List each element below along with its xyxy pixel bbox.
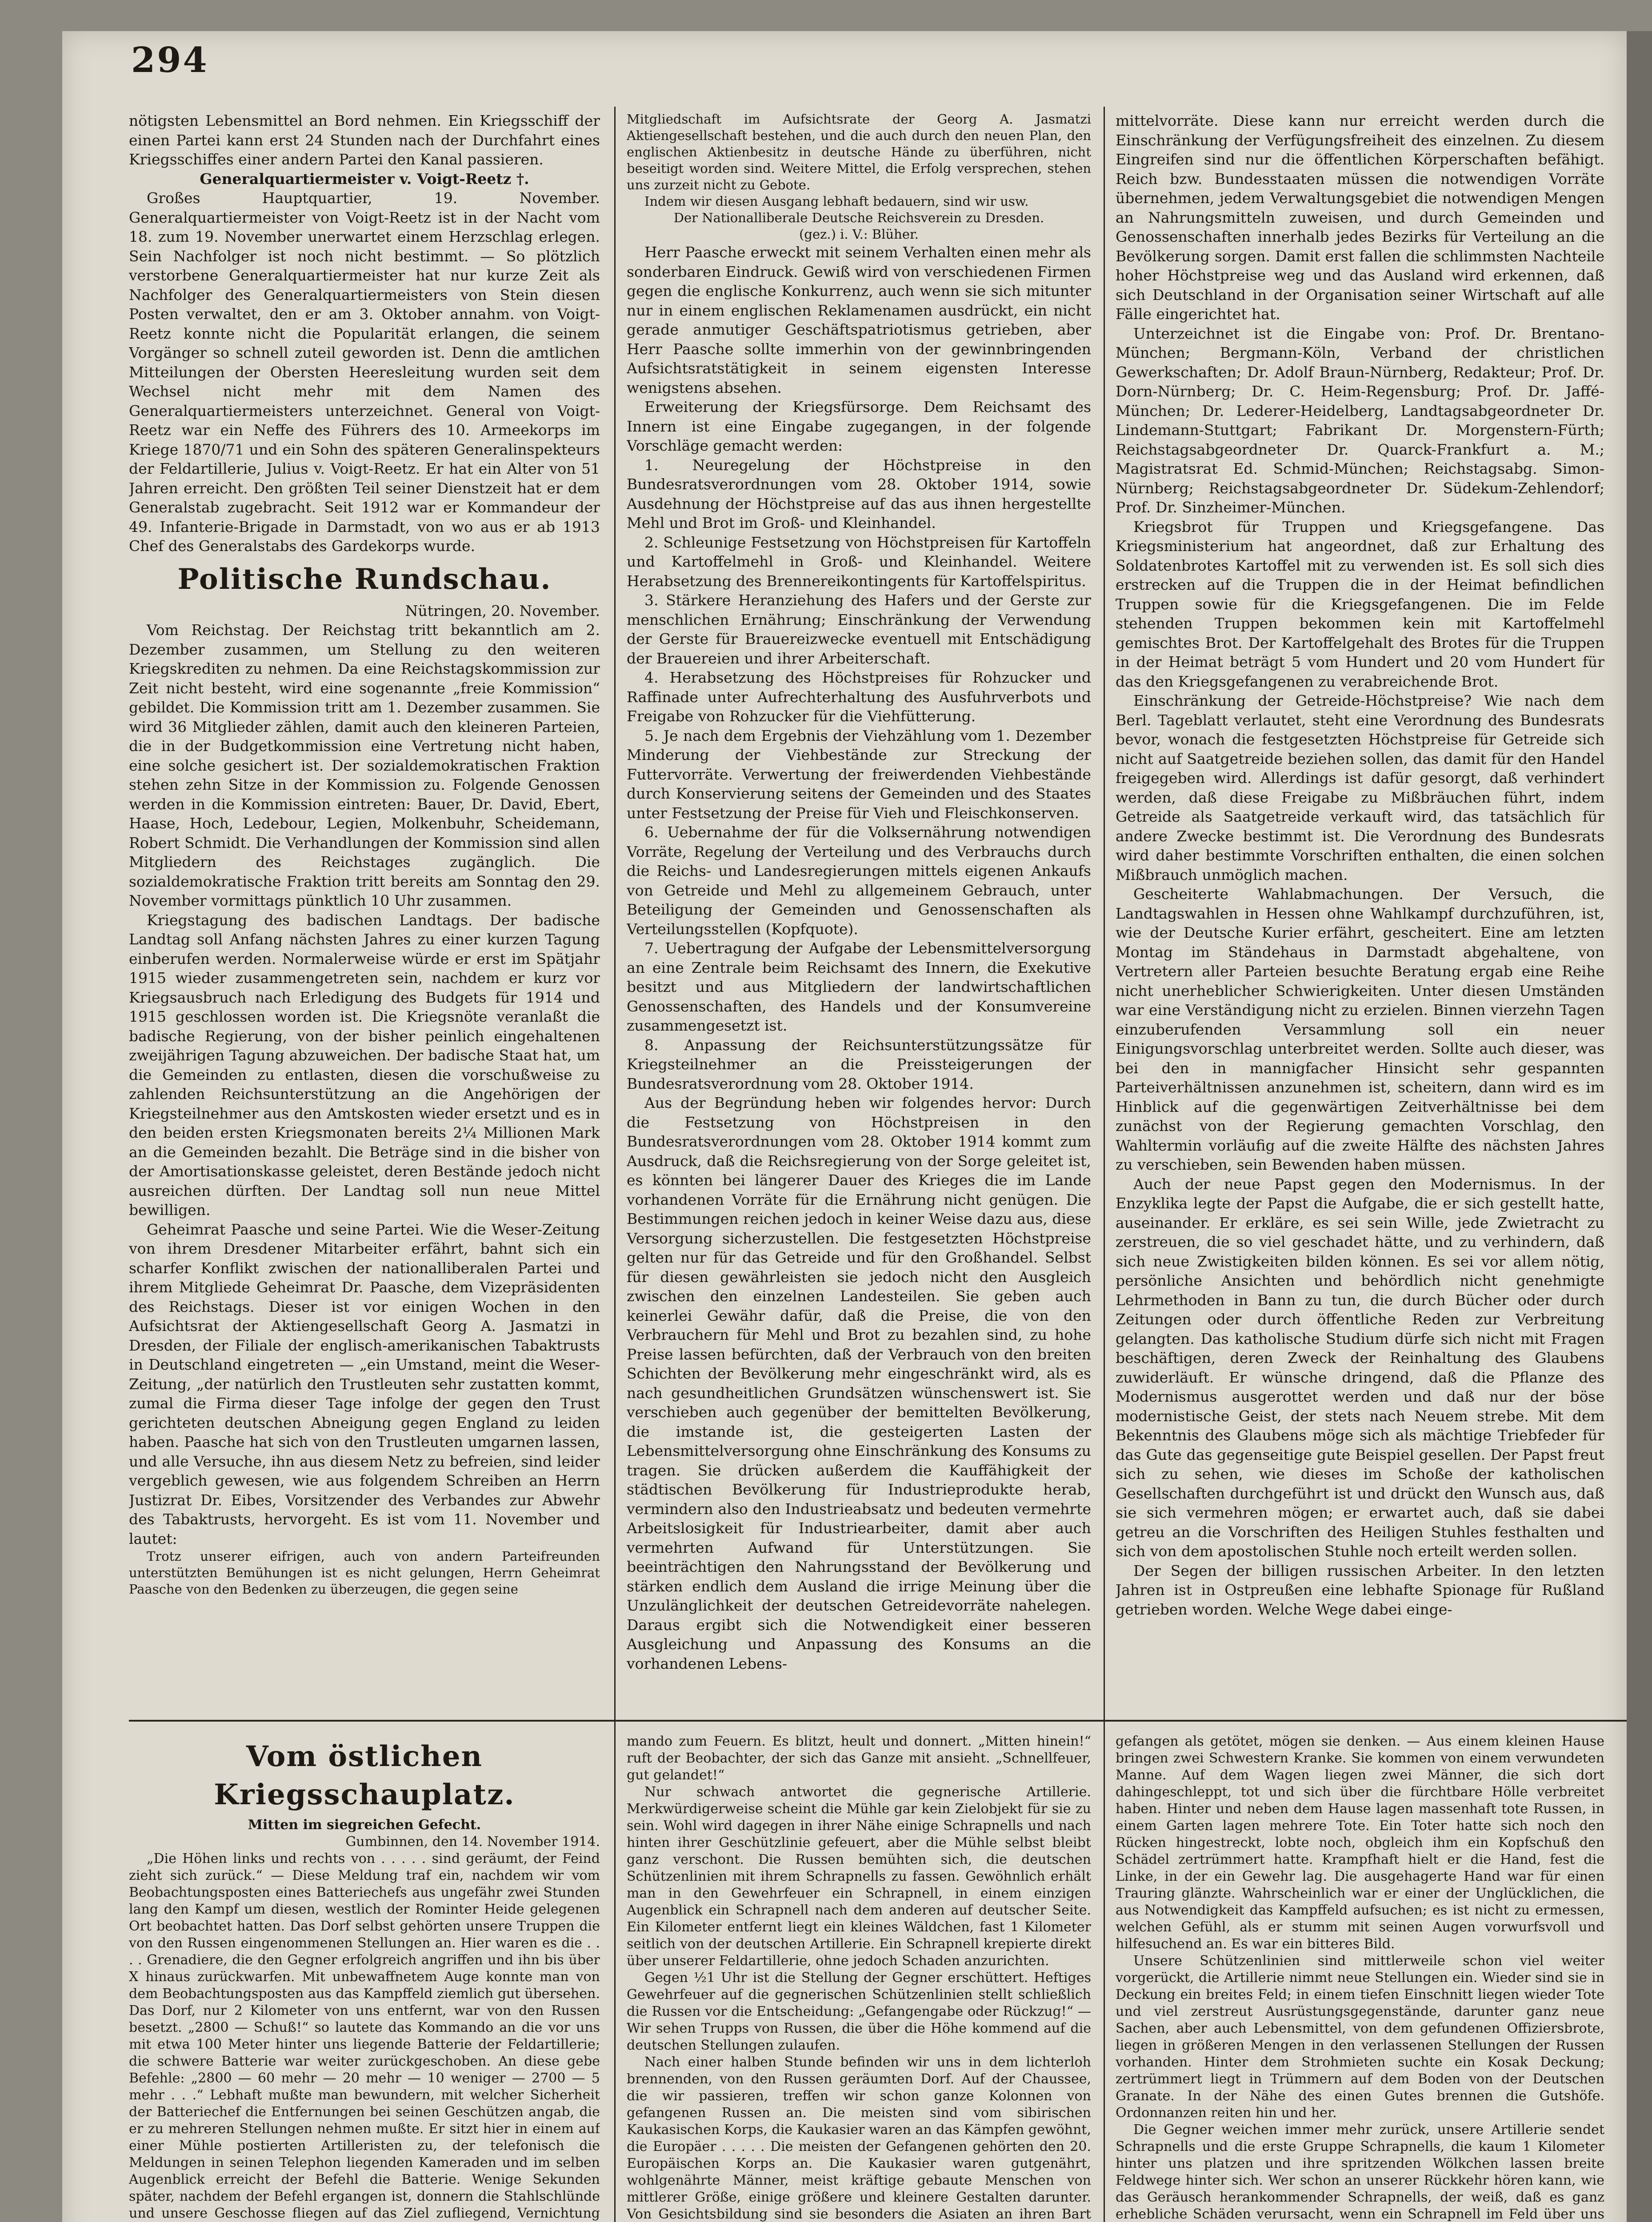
list-item: 8. Anpassung der Reichsunterstützungssätze für Kriegsteilnehmer an die Preissteigerungen der Bundesratsverordnung vom 28. Oktober 1914. [627, 1036, 1091, 1092]
column-rule [1104, 107, 1105, 1729]
paragraph: Herr Paasche erweckt mit seinem Verhalten einen mehr als sonderbaren Eindruck. Gewiß wird von verschiedenen Firmen gegen die englische Konkurrenz, auch wenn sie sich mitunter nur in einem englischen Reklamenamen ausdrückt, ein nicht gerade anmutiger Geschäftspatriotismus getrieben, aber Herr Paasche sollte immerhin von der gewinnbringenden Aufsichtsratstätigkeit in seinem eigensten Interesse wenigstens absehen. [627, 244, 1091, 396]
list-item: 1. Neuregelung der Höchstpreise in den Bundesratsverordnungen vom 28. Oktober 1914, sowie Ausdehnung der Höchstpreise auf das aus ihnen hergestellte Mehl und Brot im Groß- und Kleinhandel. [627, 456, 1091, 532]
column-rule [614, 107, 616, 1729]
upper-column-1 [129, 111, 600, 1711]
subheading: Mitten im siegreichen Gefecht. [248, 1817, 481, 1833]
paragraph: Gescheiterte Wahlabmachungen. Der Versuch, die Landtagswahlen in Hessen ohne Wahlkampf durchzuführen, ist, wie der Deutsche Kurier erfährt, gescheitert. Eine am letzten Montag im Ständehaus in Darmstadt abgehaltene, von Vertretern aller Parteien besuchte Beratung ergab eine Reihe nicht unerheblicher Schwierigkeiten. Unter diesen Umständen war eine Verständigung nicht zu erzielen. Binnen vierzehn Tagen einzuberufenden Versammlung soll ein neuer Einigungsvorschlag unterbreitet werden. Sollte auch dieser, was bei den in mannigfacher Hinsicht sehr gespannten Parteiverhältnissen anzunehmen ist, scheitern, dann wird es im Hinblick auf die gegenwärtigen Zeitverhältnisse bei dem zunächst von der Regierung gemachten Vorschlag, den Wahltermin vorläufig auf die zweite Hälfte des nächsten Jahres zu verschieben, sein Bewenden haben müssen. [1116, 885, 1604, 1173]
paragraph: Kriegstagung des badischen Landtags. Der badische Landtag soll Anfang nächsten Jahres zu einer kurzen Tagung einberufen werden. Normalerweise würde er erst im Spätjahr 1915 wieder zusammengetreten sein, nachdem er kurz vor Kriegsausbruch nach Erledigung des Budgets für 1914 und 1915 geschlossen worden ist. Die Kriegsnöte veranlaßt die badische Regierung, von der bisher peinlich eingehaltenen zweijährigen Tagung abzuweichen. Der badische Staat hat, um die Gemeinden zu entlasten, diesen die vorschußweise zu zahlenden Reichsunterstützung an die Angehörigen der Kriegsteilnehmer aus den Amtskosten wieder ersetzt und es in den beiden ersten Kriegsmonaten bereits 2¼ Millionen Mark an die Gemeinden bezahlt. Die Beträge sind in die bisher von der Amortisationskasse geleistet, deren Bestände jedoch nicht ausreichen dürften. Der Landtag soll nun neue Mittel bewilligen. [129, 911, 600, 1219]
quoted-letter: Indem wir diesen Ausgang lebhaft bedauern, sind wir usw. [644, 194, 1029, 209]
paragraph: Geheimrat Paasche und seine Partei. Wie die Weser-Zeitung von ihrem Dresdener Mitarbeiter erfährt, bahnt sich ein scharfer Konflikt zwischen der nationalliberalen Partei und ihrem Mitgliede Geheimrat Dr. Paasche, dem Vizepräsidenten des Reichstags. Dieser ist vor einigen Wochen in den Aufsichtsrat der Aktiengesellschaft Georg A. Jasmatzi in Dresden, der Filiale der englisch-amerikanischen Tabaktrusts in Deutschland eingetreten — „ein Umstand, meint die Weser-Zeitung, „der natürlich den Trustleuten sehr zustatten kommt, zumal die Firma dieser Tage infolge der gegen den Trust gerichteten deutschen Abneigung gegen England zu leiden haben. Paasche hat sich von den Trustleuten umgarnen lassen, und alle Versuche, ihn aus diesem Netz zu befreien, sind leider vergeblich gewesen, wie aus folgendem Schreiben an Herrn Justizrat Dr. Eibes, Vorsitzender des Verbandes zur Abwehr des Tabaktrusts, hervorgeht. Es ist vom 11. November und lautet: [129, 1220, 600, 1547]
lower-column-2 [627, 1733, 1091, 2222]
section-title: Vom östlichen Kriegsschauplatz. [214, 1740, 515, 1811]
dateline: Gumbinnen, den 14. November 1914. [345, 1834, 600, 1850]
paragraph: nötigsten Lebensmittel an Bord nehmen. Ein Kriegsschiff der einen Partei kann erst 24 Stunden nach der Durchfahrt eines Kriegsschiffes einer andern Partei den Kanal passieren. [129, 112, 600, 168]
paragraph: mittelvorräte. Diese kann nur erreicht werden durch die Einschränkung der Verfügungsfreiheit des einzelnen. Zu diesem Eingreifen sind nur die öffentlichen Körperschaften befähigt. Reich bzw. Bundesstaaten müssen die notwendigen Vorräte übernehmen, jedem Verwaltungsgebiet die notwendigen Mengen an Nahrungsmitteln zuweisen, und durch Gemeinden und Genossenschaften innerhalb jedes Bezirks für Verteilung an die Bevölkerung sorgen. Damit erst fallen die schlimmsten Nachteile hoher Höchstpreise weg und das Ausland wird erkennen, daß sich Deutschland in der Organisation seiner Wirtschaft auf alle Fälle eingerichtet hat. [1116, 112, 1604, 323]
paragraph: Nach einer halben Stunde befinden wir uns in dem lichterloh brennenden, von den Russen geräumten Dorf. Auf der Chaussee, die wir passieren, treffen wir schon ganze Kolonnen von gefangenen Russen an. Die meisten sind vom sibirischen Kaukasischen Korps, die Kaukasier waren an das Kämpfen gewöhnt, die Europäer . . . . . Die meisten der Gefangenen gehörten den 20. Europäischen Korps an. Die Kaukasier waren gutgenährt, wohlgenährte Männer, meist kräftige gebaute Menschen von mittlerer Größe, einige größere und kleinere Gestalten darunter. Von Gesichtsbildung sind sie besonders die Asiaten an ihren Bart [627, 2054, 1091, 2222]
list-item: 2. Schleunige Festsetzung von Höchstpreisen für Kartoffeln und Kartoffelmehl in Groß- und Kleinhandel. Weitere Herabsetzung des Brennereikontingents für Kartoffelspiritus. [627, 533, 1091, 590]
list-item: 7. Uebertragung der Aufgabe der Lebensmittelversorgung an eine Zentrale beim Reichsamt des Innern, die Exekutive besitzt und aus Mitgliedern der landwirtschaftlichen Genossenschaften, des Handels und der Konsumvereine zusammengesetzt ist. [627, 939, 1091, 1034]
column-rule [614, 1726, 616, 2222]
section-title: Politische Rundschau. [177, 562, 552, 596]
letter-signature: (gez.) i. V.: Blüher. [799, 227, 919, 242]
paragraph: Kriegsbrot für Truppen und Kriegsgefangene. Das Kriegsministerium hat angeordnet, daß zur Erhaltung des Soldatenbrotes Kartoffel mit zu verwenden ist. Es soll sich dies erstrecken auf die Truppen die in der Heimat befindlichen Truppen sowie für die Kriegsgefangenen. Die im Felde stehenden Truppen bekommen kein mit Kartoffelmehl gemischtes Brot. Der Kartoffelgehalt des Brotes für die Truppen in der Heimat beträgt 5 vom Hundert und 20 vom Hundert für das den Kriegsgefangenen zu verabreichende Brot. [1116, 518, 1604, 690]
paragraph: Einschränkung der Getreide-Höchstpreise? Wie nach dem Berl. Tageblatt verlautet, steht eine Verordnung des Bundesrats bevor, wonach die festgesetzten Höchstpreise für Getreide sich nicht auf Saatgetreide beziehen sollen, das damit für den Handel freigegeben wird. Allerdings ist dafür gesorgt, daß verhindert werden, daß diese Freigabe zu Mißbräuchen führt, indem Getreide als Saatgetreide verkauft wird, das tatsächlich für andere Zwecke bestimmt ist. Die Verordnung des Bundesrats wird daher bestimmte Vorschriften enthalten, die einen solchen Mißbrauch unmöglich machen. [1116, 692, 1604, 883]
quoted-letter: Mitgliedschaft im Aufsichtsrate der Georg A. Jasmatzi Aktiengesellschaft bestehen, und die auch durch den neuen Plan, den englischen Aktienbesitz in deutsche Hände zu überführen, nicht beseitigt worden sind. Weitere Mittel, die Erfolg versprechen, stehen uns zurzeit nicht zu Gebote. [627, 112, 1091, 192]
paragraph: gefangen als getötet, mögen sie denken. — Aus einem kleinen Hause bringen zwei Schwestern Kranke. Sie kommen von einem verwundeten Manne. Auf dem Wagen liegen zwei Männer, die sich dort dahingeschleppt, tot und sich über die fürchtbare Hölle verbreitet haben. Hinter und neben dem Hause lagen massenhaft tote Russen, in einem Garten lagen mehrere Tote. Ein Toter hatte sich noch den Rücken hingestreckt, lobte noch, obgleich ihm ein Kopfschuß den Schädel zertrümmert hatte. Krampfhaft hielt er die Hand, fest die Linke, in der ein Gewehr lag. Die ausgehagerte Hand war für einen Trauring glänzte. Wahrscheinlich war er einer der Unglücklichen, die aus Notwendigkeit das Kampffeld aufsuchen; es ist nicht zu ermessen, welchen Gefühl, als er stumm mit seinen Augen vorwurfsvoll und hilfesuchend an. Es war ein bitteres Bild. [1116, 1734, 1604, 1952]
letter-signatory: Der Nationalliberale Deutsche Reichsverein zu Dresden. [673, 210, 1044, 225]
paragraph: Großes Hauptquartier, 19. November. Generalquartiermeister von Voigt-Reetz ist in der Nacht vom 18. zum 19. November unerwartet einem Herzschlag erlegen. Sein Nachfolger ist noch nicht bestimmt. — So plötzlich verstorbene Generalquartiermeister hat nur kurze Zeit als Nachfolger des Generalquartiermeisters von Stein diesen Posten verwaltet, den er am 3. Oktober annahm. von Voigt-Reetz konnte nicht die Popularität erlangen, die seinem Vorgänger so schnell zuteil geworden ist. Denn die amtlichen Mitteilungen der Obersten Heeresleitung wurden seit dem Wechsel nicht mehr mit dem Namen des Generalquartiermeisters unterzeichnet. General von Voigt-Reetz war ein Neffe des Führers des 10. Armeekorps im Kriege 1870/71 und ein Sohn des späteren Generalinspekteurs der Feldartillerie, Julius v. Voigt-Reetz. Er hat ein Alter von 51 Jahren erreicht. Den größten Teil seiner Dienstzeit hat er dem Generalstab zugebracht. Seit 1912 war er Kommandeur der 49. Infanterie-Brigade in Darmstadt, von wo aus er ab 1913 Chef des Generalstabs des Gardekorps wurde. [129, 189, 600, 555]
dateline: Nütringen, 20. November. [405, 602, 600, 619]
upper-column-2 [627, 111, 1091, 1711]
page-number: 294 [131, 40, 209, 80]
paragraph: Unterzeichnet ist die Eingabe von: Prof. Dr. Brentano-München; Bergmann-Köln, Verband der christlichen Gewerkschaften; Dr. Adolf Braun-Nürnberg, Redakteur; Prof. Dr. Dorn-Nürnberg; Dr. C. Heim-Regensburg; Prof. Dr. Jaffé-München; Dr. Lederer-Heidelberg, Landtagsabgeordneter Dr. Lindemann-Stuttgart; Fabrikant Dr. Morgenstern-Fürth; Reichstagsabgeordneter Dr. Quarck-Frankfurt a. M.; Magistratsrat Ed. Schmid-München; Reichstagsabg. Simon-Nürnberg; Reichstagsabgeordneter Dr. Südekum-Zehlendorf; Prof. Dr. Sinzheimer-München. [1116, 324, 1604, 516]
section-divider [129, 1720, 1640, 1722]
list-item: 6. Uebernahme der für die Volksernährung notwendigen Vorräte, Regelung der Verteilung und des Verbrauchs durch die Reichs- und Landesregierungen mittels eigenen Ankaufs von Getreide und Mehl zu allgemeinem Gebrauch, unter Beteiligung der Gemeinden und Genossenschaften als Verteilungsstellen (Kopfquote). [627, 823, 1091, 938]
paragraph: Vom Reichstag. Der Reichstag tritt bekanntlich am 2. Dezember zusammen, um Stellung zu den weiteren Kriegskrediten zu nehmen. Da eine Reichstagskommission zur Zeit nicht besteht, wird eine sogenannte „freie Kommission“ gebildet. Die Kommission tritt am 1. Dezember zusammen. Sie wird 36 Mitglieder zählen, damit auch den kleineren Parteien, die in der Budgetkommission eine Vertretung nicht haben, eine solche gesichert ist. Der sozialdemokratischen Fraktion stehen zehn Sitze in der Kommission zu. Folgende Genossen werden in die Kommission eintreten: Bauer, Dr. David, Ebert, Haase, Hoch, Ledebour, Legien, Molkenbuhr, Scheidemann, Robert Schmidt. Die Verhandlungen der Kommission sind allen Mitgliedern des Reichstages zugänglich. Die sozialdemokratische Fraktion tritt bereits am Sonntag den 29. November vormittags pünktlich 10 Uhr zusammen. [129, 621, 600, 909]
quoted-letter: Trotz unserer eifrigen, auch von andern Parteifreunden unterstützten Bemühungen ist es nicht gelungen, Herrn Geheimrat Paasche von den Bedenken zu überzeugen, die gegen seine [129, 1549, 600, 1597]
subheading: Generalquartiermeister v. Voigt-Reetz †. [200, 170, 529, 188]
paragraph: Gegen ½1 Uhr ist die Stellung der Gegner erschüttert. Heftiges Gewehrfeuer auf die gegnerischen Schützenlinien stellt schließlich die Russen vor die Entscheidung: „Gefangengabe oder Rückzug!“ — Wir sehen Trupps von Russen, die über die Höhe kommend auf die deutschen Stellungen zulaufen. [627, 1970, 1091, 2053]
binding-edge [1627, 31, 1652, 2222]
upper-column-3 [1116, 111, 1604, 1711]
paragraph: mando zum Feuern. Es blitzt, heult und donnert. „Mitten hinein!“ ruft der Beobachter, der sich das Ganze mit ansieht. „Schnellfeuer, gut gelandet!“ [627, 1734, 1091, 1783]
list-item: 5. Je nach dem Ergebnis der Viehzählung vom 1. Dezember Minderung der Viehbestände zur Streckung der Futtervorräte. Verwertung der freiwerdenden Viehbestände durch Konservierung seitens der Gemeinden und des Staates unter Festsetzung der Preise für Vieh und Fleischkonserven. [627, 727, 1091, 822]
paragraph: Unsere Schützenlinien sind mittlerweile schon viel weiter vorgerückt, die Artillerie nimmt neue Stellungen ein. Wieder sind sie in Deckung ein breites Feld; in einem tiefen Einschnitt liegen wieder Tote und viel zerstreut Ausrüstungsgegenstände, darunter ganz neue Sachen, aber auch Lebensmittel, von dem gefundenen Offiziersbrote, liegen in größeren Mengen in den verlassenen Stellungen der Russen vorhanden. Hinter dem Strohmieten suchte ein Kosak Deckung; zertrümmert liegt in Trümmern auf dem Boden von der Deutschen Granate. In der Nähe des einen Gutes brennen die Gutshöfe. Ordonnanzen reiten hin und her. [1116, 1953, 1604, 2121]
lower-column-1 [129, 1733, 600, 2222]
paragraph: Nur schwach antwortet die gegnerische Artillerie. Merkwürdigerweise scheint die Mühle gar kein Zielobjekt für sie zu sein. Wohl wird dagegen in ihrer Nähe einige Schrapnells und nach hinten ihrer Geschützlinie gefeuert, aber die Mühle selbst bleibt ganz verschont. Die Russen bemühten sich, die deutschen Schützenlinien mit ihrem Schrapnells zu fassen. Gewöhnlich erhält man in den Gewehrfeuer ein Schrapnell, in einem einzigen Augenblick ein Schrapnell nach dem anderen auf deutscher Seite. Ein Kilometer entfernt liegt ein kleines Wäldchen, fast 1 Kilometer seitlich von der deutschen Artillerie. Ein Schrapnell krepierte direkt über unserer Feldartillerie, ohne jedoch Schaden anzurichten. [627, 1784, 1091, 1969]
paragraph: Auch der neue Papst gegen den Modernismus. In der Enzyklika legte der Papst die Aufgabe, die er sich gestellt hatte, auseinander. Er erkläre, es sei sein Wille, jede Zwietracht zu zerstreuen, die so viel geschadet hätte, und zu verhindern, daß sich neue Zwistigkeiten bilden können. Es sei vor allem nötig, persönliche Ansichten und behördlich nicht genehmigte Lehrmethoden in Bann zu tun, die durch Bücher oder durch Zeitungen oder durch öffentliche Reden zur Verbreitung gelangten. Das katholische Studium dürfe sich nicht mit Fragen beschäftigen, deren Zweck der Reinhaltung des Glaubens zuwiderläuft. Er wünsche dringend, daß die Pflanze des Modernismus ausgerottet werden und daß nur der böse modernistische Geist, der stets nach Neuem strebe. Mit dem Bekenntnis des Glaubens möge sich als mächtige Triebfeder für das Gute das gegenseitige gute Beispiel gesellen. Der Papst freut sich zu sehen, wie dieses im Schoße der katholischen Gesellschaften durchgeführt ist und drückt den Wunsch aus, daß sie sich vermehren mögen; er erwartet auch, daß sie dabei getreu an die Vorschriften des Heiligen Stuhles festhalten und sich von dem apostolischen Stuhle noch erteilt werden sollen. [1116, 1175, 1604, 1560]
lower-column-3 [1116, 1733, 1604, 2222]
newspaper-page [62, 31, 1627, 2222]
column-rule [1104, 1726, 1105, 2222]
paragraph: „Die Höhen links und rechts von . . . . . sind geräumt, der Feind zieht sich zurück.“ — Diese Meldung traf ein, nachdem wir vom Beobachtungsposten eines Batteriechefs aus ungefähr zwei Stunden lang den Kampf um diesen, westlich der Rominter Heide gelegenen Ort beobachtet hatten. Das Dorf selbst gehörten unsere Truppen die von den Russen eingenommenen Stellungen an. Hier waren es die . . . . Grenadiere, die den Gegner erfolgreich angriffen und ihn bis über X hinaus zurückwarfen. Mit unbewaffnetem Auge konnte man von dem Beobachtungsposten aus das Kampffeld ziemlich gut übersehen. Das Dorf, nur 2 Kilometer von uns entfernt, war von den Russen besetzt. „2800 — Schuß!“ so lautete das Kommando an die vor uns mit etwa 100 Meter hinter uns liegende Batterie der Feldartillerie; die schwere Batterie war weiter zurückgeschoben. An diese gebe Befehle: „2800 — 60 mehr — 20 mehr — 10 weniger — 2700 — 5 mehr . . .“ Lebhaft mußte man bewundern, mit welcher Sicherheit der Batteriechef die Entfernungen bei seinen Geschützen angab, die er zu mehreren Stellungen nehmen mußte. Er sitzt hier in einem auf einer Mühle postierten Artilleristen zu, der telefonisch die Meldungen in seinen Telephon liegenden Kameraden und im selben Augenblick erreicht der Befehl die Batterie. Wenige Sekunden später, nachdem der Befehl ergangen ist, donnern die Stahlschlünde und unsere Geschosse fliegen auf das Ziel zufliegend, Vernichtung [129, 1851, 600, 2221]
paragraph: Aus der Begründung heben wir folgendes hervor: Durch die Festsetzung von Höchstpreisen in den Bundesratsverordnungen vom 28. Oktober 1914 kommt zum Ausdruck, daß die Reichsregierung von der Sorge geleitet ist, es könnten bei längerer Dauer des Krieges die im Lande vorhandenen Vorräte für die Ernährung nicht genügen. Die Bestimmungen reichen jedoch in keiner Weise dazu aus, diese Versorgung sicherzustellen. Die festgesetzten Höchstpreise gelten nur für das Getreide und für den Großhandel. Selbst für diesen gewährleisten sie jedoch nicht den Ausgleich zwischen den einzelnen Landesteilen. Sie geben auch keinerlei Gewähr dafür, daß die Preise, die von den Verbrauchern für Mehl und Brot zu bezahlen sind, zu hohe Preise lassen befürchten, daß der Verbrauch von den breiten Schichten der Bevölkerung mehr eingeschränkt wird, als es nach gesundheitlichen Grundsätzen wünschenswert ist. Sie verschieben auch gegenüber der bemittelten Bevölkerung, die imstande ist, die gesteigerten Lasten der Lebensmittelversorgung ohne Einschränkung des Konsums zu tragen. Sie drücken außerdem die Kauffähigkeit der städtischen Bevölkerung für Industrieprodukte herab, vermindern also den Industrieabsatz und bedeuten vermehrte Arbeitslosigkeit für Industriearbeiter, damit aber auch vermehrten Aufwand für Unterstützungen. Sie beeinträchtigen den Nahrungsstand der Bevölkerung und stärken endlich dem Ausland die irrige Meinung über die Unzulänglichkeit der deutschen Getreidevorräte nahelegen. Daraus ergibt sich die Notwendigkeit einer besseren Ausgleichung und Anpassung des Konsums an die vorhandenen Lebens- [627, 1094, 1091, 1672]
list-item: 4. Herabsetzung des Höchstpreises für Rohzucker und Raffinade unter Aufrechterhaltung des Ausfuhrverbots und Freigabe von Rohzucker für die Viehfütterung. [627, 669, 1091, 725]
paragraph: Die Gegner weichen immer mehr zurück, unsere Artillerie sendet Schrapnells und die erste Gruppe Schrapnells, die kaum 1 Kilometer hinter uns platzen und ihre spritzenden Wölkchen lassen breite Feldwege hinter sich. Wer schon an unserer Rückkehr hören kann, wie das Geräusch herankommender Schrapnells, der weiß, daß es ganz erhebliche Schäden verursacht, wenn ein Schrapnell im Feld über uns [1116, 2122, 1604, 2222]
paragraph: Der Segen der billigen russischen Arbeiter. In den letzten Jahren ist in Ostpreußen eine lebhafte Spionage für Rußland getrieben worden. Welche Wege dabei einge- [1116, 1562, 1604, 1618]
list-item: 3. Stärkere Heranziehung des Hafers und der Gerste zur menschlichen Ernährung; Einschränkung der Verwendung der Gerste für Brauereizwecke eventuell mit Entschädigung der Brauereien und ihrer Arbeiterschaft. [627, 591, 1091, 667]
paragraph: Erweiterung der Kriegsfürsorge. Dem Reichsamt des Innern ist eine Eingabe zugegangen, in der folgende Vorschläge gemacht werden: [627, 398, 1091, 454]
